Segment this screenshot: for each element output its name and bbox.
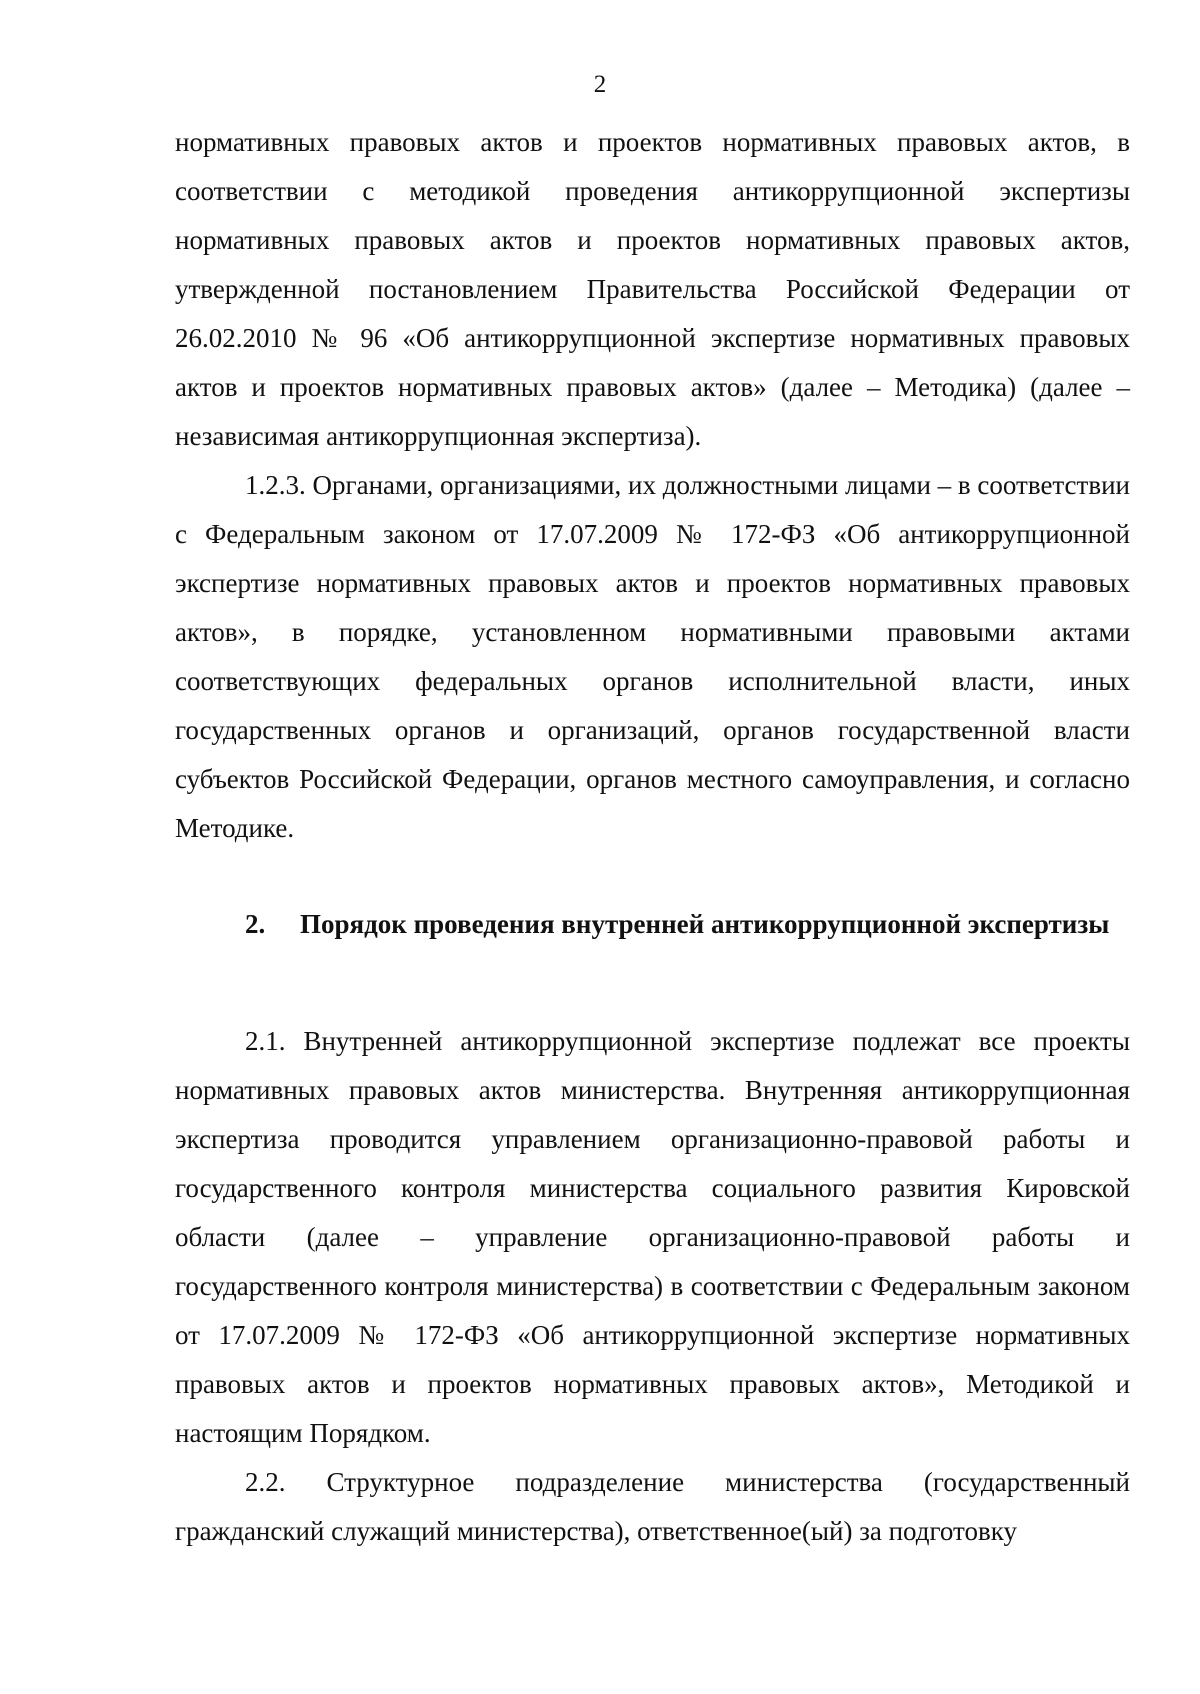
section-title: Порядок проведения внутренней антикоррупционной экспертизы: [300, 909, 1110, 939]
body-text-top: [175, 118, 1130, 853]
paragraph-2-1: 2.1. Внутренней антикоррупционной экспертизе подлежат все проекты нормативных правовых актов министерства. Внутренняя антикоррупционная экспертиза проводится управлением организационно-правовой работы и государственного контроля министерства социального развития Кировской области (далее – управление организационно-правовой работы и государственного контроля министерства) в соответствии с Федеральным законом от 17.07.2009 № 172-ФЗ «Об антикоррупционной экспертизе нормативных правовых актов и проектов нормативных правовых актов», Методикой и настоящим Порядком.: [175, 1026, 1130, 1448]
paragraph-1-2-3: 1.2.3. Органами, организациями, их должностными лицами – в соответствии с Федеральным законом от 17.07.2009 № 172-ФЗ «Об антикоррупционной экспертизе нормативных правовых актов и проектов нормативных правовых актов», в порядке, установленном нормативными правовыми актами соответствующих федеральных органов исполнительной власти, иных государственных органов и организаций, органов государственной власти субъектов Российской Федерации, органов местного самоуправления, и согласно Методике.: [175, 470, 1130, 843]
paragraph-2-2: 2.2. Структурное подразделение министерства (государственный гражданский служащий министерства), ответственное(ый) за подготовку: [175, 1467, 1130, 1546]
section-number: 2.: [245, 909, 266, 939]
intro-paragraph: нормативных правовых актов и проектов нормативных правовых актов, в соответствии с методикой проведения антикоррупционной экспертизы нормативных правовых актов и проектов нормативных правовых актов, утвержденной постановлением Правительства Российской Федерации от 26.02.2010 № 96 «Об антикоррупционной экспертизе нормативных правовых актов и проектов нормативных правовых актов» (далее – Методика) (далее – независимая антикоррупционная экспертиза).: [175, 127, 1130, 451]
section-heading: [245, 906, 1130, 942]
body-text-section-2: [175, 1017, 1130, 1556]
page-number: 2: [593, 71, 607, 98]
